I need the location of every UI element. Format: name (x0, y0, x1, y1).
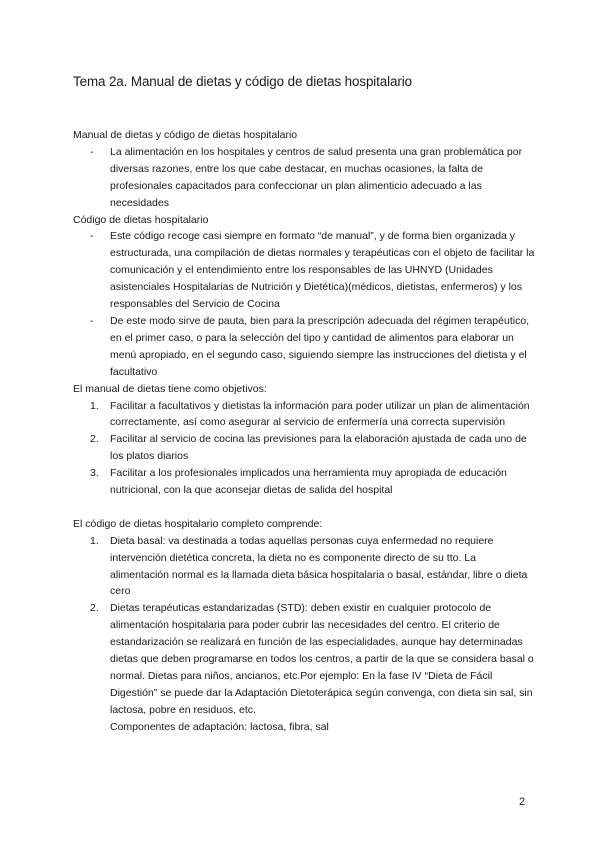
list-item (73, 313, 535, 381)
number-marker: 1. (90, 534, 99, 547)
list-item-text: Dietas terapéuticas estandarizadas (STD): deben existir en cualquier protocolo de alimentación hospitalaria para poder cubrir las necesidades del centro. El criterio de estandarización se realizará en función de las especialidades, aunque hay determinadas dietas que deben programarse en todos los centros, a partir de la que se considera basal o normal. Dietas para niños, ancianos, etc.Por ejemplo: En la fase IV “Dieta de Fácil Digestión” se puede dar la Adaptación Dietoterápica según convenga, con dieta sin sal, sin lactosa, pobre en residuos, etc. (110, 602, 534, 716)
list-item (73, 398, 535, 432)
section-heading-comprende: El código de dietas hospitalario completo comprende: (73, 517, 323, 530)
adaptation-components: Componentes de adaptación: lactosa, fibra, sal (110, 720, 329, 733)
list-item-text: La alimentación en los hospitales y centros de salud presenta una gran problemática por diversas razones, entre los que cabe destacar, en muchas ocasiones, la falta de profesionales capacitados para confeccionar un plan alimenticio adecuado a las necesidades (110, 145, 523, 209)
list-item-text: Este código recoge casi siempre en formato “de manual”, y de forma bien organizada y estructurada, una compilación de dietas normales y terapéuticas con el objeto de facilitar la comunicación y el entendimiento entre los responsables de las UHNYD (Unidades asistenciales Hospitalarias de Nutrición y Dietética)(médicos, dietistas, enfermeros) y los responsables del Servicio de Cocina (110, 230, 535, 311)
dash-marker: - (90, 145, 94, 158)
manual-list (73, 144, 535, 212)
comprende-list (73, 533, 535, 736)
number-marker: 2. (90, 433, 99, 446)
list-item-text: Facilitar a los profesionales implicados una herramienta muy apropiada de educación nutricional, con la que aconsejar dietas de salida del hospital (110, 467, 507, 497)
list-item-text: Facilitar al servicio de cocina las previsiones para la elaboración ajustada de cada uno de los platos diarios (110, 433, 527, 463)
number-marker: 1. (90, 399, 99, 412)
document-body (73, 127, 535, 736)
page-number: 2 (519, 796, 526, 808)
list-item (73, 465, 535, 499)
list-item (73, 533, 535, 601)
page-title: Tema 2a. Manual de dietas y código de dietas hospitalario (73, 74, 412, 89)
list-item-text: De este modo sirve de pauta, bien para la prescripción adecuada del régimen terapéutico, en el primer caso, o para la selección del tipo y cantidad de alimentos para elaborar un menú apropiado, en el segundo caso, siguiendo siempre las instrucciones del dietista y el facultativo (110, 314, 530, 378)
number-marker: 2. (90, 602, 99, 615)
section-heading-codigo: Código de dietas hospitalario (73, 213, 209, 226)
section-heading-objetivos: El manual de dietas tiene como objetivos: (73, 382, 267, 395)
dash-marker: - (90, 314, 94, 327)
objetivos-list (73, 398, 535, 499)
list-item (73, 600, 535, 735)
list-item (73, 431, 535, 465)
list-item (73, 144, 535, 212)
list-item (73, 228, 535, 313)
number-marker: 3. (90, 467, 99, 480)
section-heading-manual: Manual de dietas y código de dietas hospitalario (73, 129, 298, 141)
spacer (73, 499, 535, 516)
codigo-list (73, 228, 535, 380)
list-item-text: Facilitar a facultativos y dietistas la información para poder utilizar un plan de alimentación correctamente, así como asegurar al servicio de enfermería una correcta supervisión (110, 399, 530, 429)
list-item-text: Dieta basal: va destinada a todas aquellas personas cuya enfermedad no requiere intervención dietética concreta, la dieta no es componente directo de su tto. La alimentación normal es la llamada dieta básica hospitalaria o basal, estándar, libre o dieta cero (110, 534, 528, 598)
dash-marker: - (90, 230, 94, 243)
